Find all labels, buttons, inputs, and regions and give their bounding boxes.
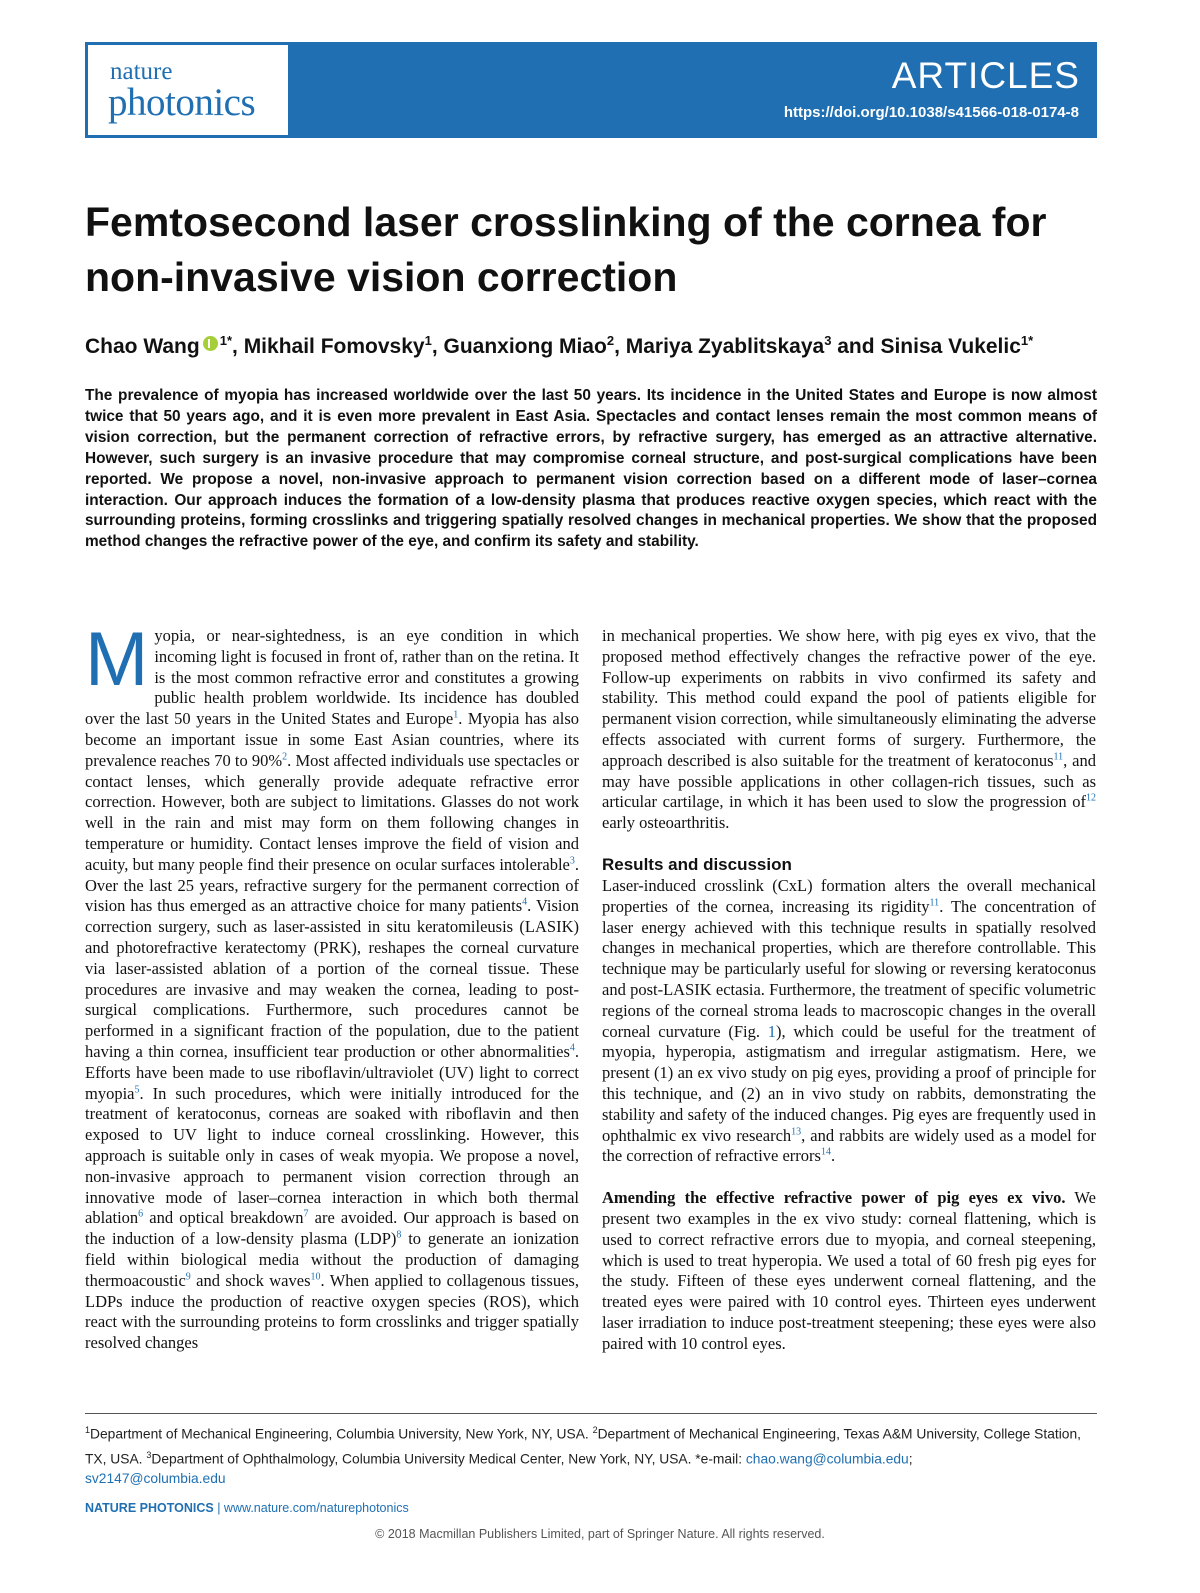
reference-citation[interactable]: 13 bbox=[791, 1126, 802, 1138]
abstract: The prevalence of myopia has increased worldwide over the last 50 years. Its incidence in the United States and Europe is now almost twice that 50 years ago, and it is even more prevalent in East Asia. Spectacles and contact lenses remain the most common means of vision correction, but the permanent correction of refractive errors, by refractive surgery, has emerged as an attractive alternative. However, such surgery is an invasive procedure that may compromise corneal structure, and post-surgical complications have been reported. We propose a novel, non-invasive approach to permanent vision correction based on a different mode of laser–cornea interaction. Our approach induces the formation of a low-density plasma that produces reactive oxygen species, which react with the surrounding proteins, forming crosslinks and triggering spatially resolved changes in mechanical properties. We show that the proposed method changes the refractive power of the eye, and confirm its safety and stability. bbox=[85, 387, 1097, 551]
intro-paragraph-continued: in mechanical properties. We show here, with pig eyes ex vivo, that the proposed method effectively changes the refractive power of the eye. Follow-up experiments on rabbits in vivo confirmed its safety and stability. This method could expand the pool of patients eligible for permanent vision correction, while simultaneously eliminating the adverse effects associated with current forms of surgery. Furthermore, the approach described is also suitable for the treatment of keratoconus$^{11}$, and may have possible applications in other collagen-rich tissues, such as articular cartilage, in which it has been used to slow the progression of$^{12}$ early osteoarthritis. bbox=[602, 626, 1096, 833]
body-column-left bbox=[85, 617, 580, 1354]
reference-citation[interactable]: 2 bbox=[282, 751, 288, 763]
email-separator: ; bbox=[908, 1451, 913, 1467]
footer-journal-name: NATURE PHOTONICS bbox=[85, 1501, 214, 1515]
figure-reference[interactable]: 1 bbox=[767, 1021, 776, 1041]
journal-footer bbox=[85, 1501, 409, 1515]
affiliation-2: Department of Mechanical Engineering, Texas A&M University, College Station, TX, USA. bbox=[85, 1426, 1081, 1467]
reference-citation[interactable]: 6 bbox=[138, 1208, 144, 1220]
email-link-2[interactable]: sv2147@columbia.edu bbox=[85, 1471, 226, 1487]
author-name: Guanxiong Miao bbox=[443, 335, 607, 358]
author-list: Chao Wang $^{1*}$, Mikhail Fomovsky$^1$, Guanxiong Miao$^2$, Mariya Zyablitskaya$^3$ and Sinisa Vukelic$^{1*}$ bbox=[85, 333, 1034, 358]
journal-logo[interactable] bbox=[88, 45, 288, 135]
intro-paragraph: Myopia, or near-sightedness, is an eye condition in which incoming light is focused in front of, rather than on the retina. It is the most common refractive error and constitutes a growing public health problem worldwide. Its incidence has doubled over the last 50 years in the United States and Europe$^1$. Myopia has also become an important issue in some East Asian countries, where its prevalence reaches 70 to 90%$^2$. Most affected individuals use spectacles or contact lenses, which generally provide adequate refractive error correction. However, both are subject to limitations. Glasses do not work well in the rain and mist may form on them following changes in temperature or humidity. Contact lenses improve the field of vision and acuity, but many people find their presence on ocular surfaces intolerable$^3$. Over the last 25 years, refractive surgery for the permanent correction of vision has thus emerged as an attractive choice for many patients$^4$. Vision correction surgery, such as laser-assisted in situ keratomileusis (LASIK) and photorefractive keratectomy (PRK), reshapes the corneal curvature via laser-assisted ablation of a portion of the corneal tissue. These procedures are invasive and may weaken the cornea, leading to post-surgical complications. Furthermore, such procedures cannot be performed in a significant fraction of the population, due to the patient having a thin cornea, insufficient tear production or other abnormalities$^4$. Efforts have been made to use riboflavin/ultraviolet (UV) light to correct myopia$^5$. In such procedures, which were initially introduced for the treatment of keratoconus, corneas are soaked with riboflavin and then exposed to UV light to induce corneal crosslinking. However, this approach is suitable only in cases of weak myopia. We propose a novel, non-invasive approach to permanent vision correction through an innovative mode of laser–cornea interaction in which both thermal ablation$^6$ and optical breakdown$^7$ are avoided. Our approach is based on the induction of a low-density plasma (LDP)$^8$ to generate an ionization field within biological media without the production of damaging thermoacoustic$^9$ and shock waves$^{10}$. When applied to collagenous tissues, LDPs induce the production of reactive oxygen species (ROS), which react with the surrounding proteins to form crosslinks and trigger spatially resolved changes bbox=[85, 617, 580, 1353]
reference-citation[interactable]: 11 bbox=[1053, 751, 1064, 763]
author-name: Mariya Zyablitskaya bbox=[625, 335, 825, 358]
section-label: ARTICLES bbox=[891, 55, 1080, 96]
email-link-1[interactable]: chao.wang@columbia.edu bbox=[745, 1451, 909, 1467]
footer-url-link[interactable]: www.nature.com/naturephotonics bbox=[223, 1501, 409, 1515]
logo-photonics-text: photonics bbox=[108, 81, 256, 124]
reference-citation[interactable]: 10 bbox=[310, 1271, 321, 1283]
subsection-heading: Amending the effective refractive power of pig eyes ex vivo. bbox=[602, 1188, 1066, 1208]
affiliation-3: Department of Ophthalmology, Columbia University Medical Center, New York, NY, USA. *e-mail: bbox=[151, 1451, 746, 1467]
author-name: Sinisa Vukelic bbox=[880, 335, 1021, 358]
affiliation-1: Department of Mechanical Engineering, Columbia University, New York, NY, USA. bbox=[90, 1426, 593, 1442]
affiliations-footnote bbox=[85, 1420, 1097, 1489]
drop-cap: M bbox=[85, 617, 149, 702]
footnote-divider bbox=[85, 1413, 1097, 1414]
doi-link[interactable]: https://doi.org/10.1038/s41566-018-0174-8 bbox=[783, 104, 1079, 121]
results-paragraph: Laser-induced crosslink (CxL) formation alters the overall mechanical properties of the cornea, increasing its rigidity$^{11}$. The concentration of laser energy achieved with this technique results in spatially resolved changes in mechanical properties, which are therefore controllable. This technique may be particularly useful for slowing or reversing keratoconus and post-LASIK ectasia. Furthermore, the treatment of specific volumetric regions of the corneal stroma leads to macroscopic changes in the overall corneal curvature (Fig. 1), which could be useful for the treatment of myopia, hyperopia, astigmatism and irregular astigmatism. Here, we present (1) an ex vivo study on pig eyes, providing a proof of principle for this technique, and (2) an in vivo study on rabbits, demonstrating the stability and safety of the induced changes. Pig eyes are frequently used in ophthalmic ex vivo research$^{13}$, and rabbits are widely used as a model for the correction of refractive errors$^{14}$. bbox=[602, 875, 1096, 1166]
affiliation-marker: 3 bbox=[146, 1449, 152, 1460]
affiliation-marker: 1 bbox=[85, 1425, 91, 1435]
author-affiliation-marker: 2 bbox=[606, 333, 615, 348]
reference-citation[interactable]: 11 bbox=[929, 897, 940, 909]
affiliation-marker: 2 bbox=[592, 1425, 598, 1435]
section-heading-results: Results and discussion bbox=[602, 854, 792, 874]
logo-nature-text: nature bbox=[110, 58, 173, 85]
reference-citation[interactable]: 14 bbox=[820, 1146, 831, 1158]
author-affiliation-marker: 1* bbox=[219, 333, 233, 348]
reference-citation[interactable]: 12 bbox=[1086, 792, 1096, 804]
reference-citation[interactable]: 3 bbox=[569, 855, 575, 867]
reference-citation[interactable]: 4 bbox=[522, 896, 528, 908]
author-name: Chao Wang bbox=[85, 335, 200, 358]
author-affiliation-marker: 1* bbox=[1020, 333, 1034, 348]
footer-separator: | bbox=[213, 1501, 224, 1515]
copyright-notice: © 2018 Macmillan Publishers Limited, part of Springer Nature. All rights reserved. bbox=[375, 1527, 825, 1541]
article-title: Femtosecond laser crosslinking of the cornea for non-invasive vision correction bbox=[85, 199, 1047, 300]
orcid-icon[interactable] bbox=[203, 336, 218, 351]
body-column-right bbox=[602, 626, 1096, 1355]
reference-citation[interactable]: 7 bbox=[303, 1208, 309, 1220]
reference-citation[interactable]: 9 bbox=[185, 1271, 191, 1283]
reference-citation[interactable]: 4 bbox=[569, 1042, 575, 1054]
reference-citation[interactable]: 5 bbox=[134, 1084, 140, 1096]
reference-citation[interactable]: 8 bbox=[396, 1229, 402, 1241]
reference-citation[interactable]: 1 bbox=[453, 709, 459, 721]
author-name: Mikhail Fomovsky bbox=[243, 335, 425, 358]
subsection-paragraph: Amending the effective refractive power of pig eyes ex vivo. We present two examples in the ex vivo study: corneal flattening, which is used to correct refractive errors due to myopia, and corneal steepening, which is used to treat hyperopia. We used a total of 60 fresh pig eyes for the study. Fifteen of these eyes underwent corneal flattening, and the treated eyes were paired with 10 control eyes. Thirteen eyes underwent laser irradiation to induce post-treatment steepening; these eyes were also paired with 10 control eyes. bbox=[602, 1188, 1096, 1353]
author-affiliation-marker: 3 bbox=[824, 333, 832, 348]
author-affiliation-marker: 1 bbox=[424, 333, 432, 348]
